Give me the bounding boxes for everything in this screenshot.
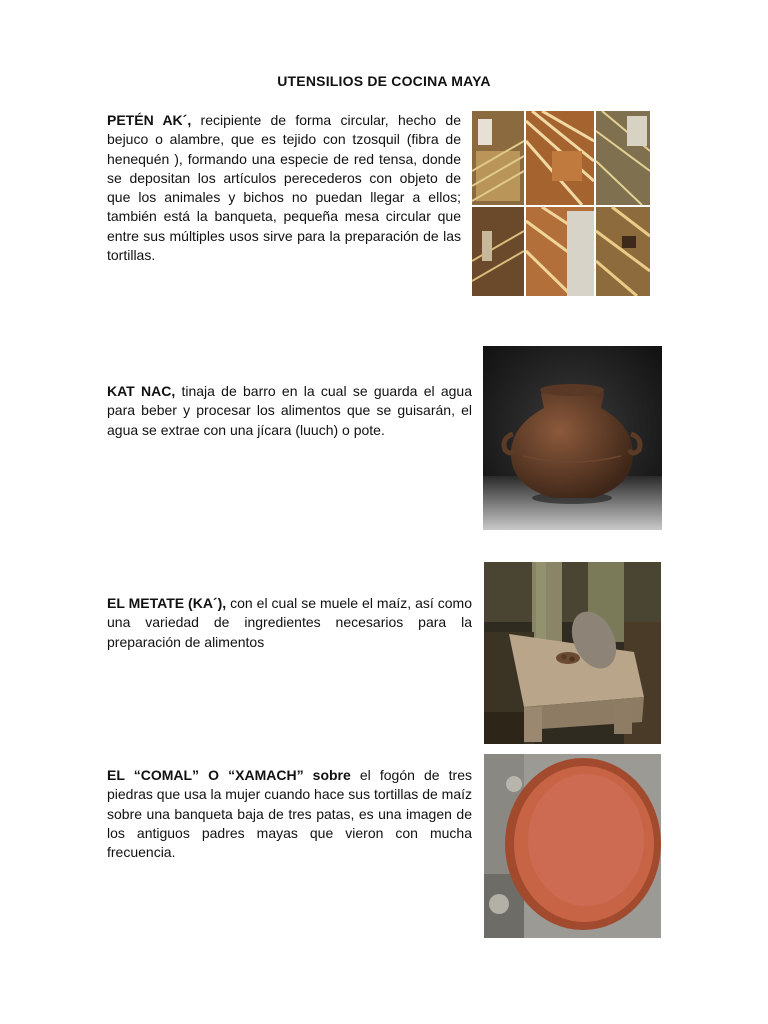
section-text: con el cual se muele el maíz, así como una variedad de ingredientes necesarios para la preparación de alimentos bbox=[107, 595, 472, 650]
section-text: el fogón de tres piedras que usa la mujer cuando hace sus tortillas de maíz sobre una banqueta baja de tres patas, es una imagen de los antiguos padres mayas que vieron con mucha frecuencia. bbox=[107, 767, 472, 861]
section-peten-ak bbox=[107, 111, 461, 265]
photo-clay-pot bbox=[483, 346, 662, 530]
section-term: EL METATE (KA´), bbox=[107, 595, 227, 611]
photo-collage-weaving bbox=[472, 111, 650, 296]
section-term: EL “COMAL” O “XAMACH” sobre bbox=[107, 767, 351, 783]
section-kat-nac bbox=[107, 382, 472, 440]
section-el-comal bbox=[107, 766, 472, 862]
photo-metate bbox=[484, 562, 661, 744]
section-el-metate bbox=[107, 594, 472, 652]
document-title: UTENSILIOS DE COCINA MAYA bbox=[277, 73, 491, 89]
section-text: tinaja de barro en la cual se guarda el agua para beber y procesar los alimentos que se guisarán, el agua se extrae con una jícara (luuch) o pote. bbox=[107, 383, 472, 438]
section-text: recipiente de forma circular, hecho de bejuco o alambre, que es tejido con tzosquil (fibra de henequén ), formando una especie de red tensa, donde se depositan los artículos perecederos con objeto de que los animales y bichos no puedan llegar a ellos; también está la banqueta, pequeña mesa circular que entre sus múltiples usos sirve para la preparación de las tortillas. bbox=[107, 112, 461, 264]
photo-comal bbox=[484, 754, 661, 938]
section-term: PETÉN AK´, bbox=[107, 112, 192, 128]
section-term: KAT NAC, bbox=[107, 383, 176, 399]
